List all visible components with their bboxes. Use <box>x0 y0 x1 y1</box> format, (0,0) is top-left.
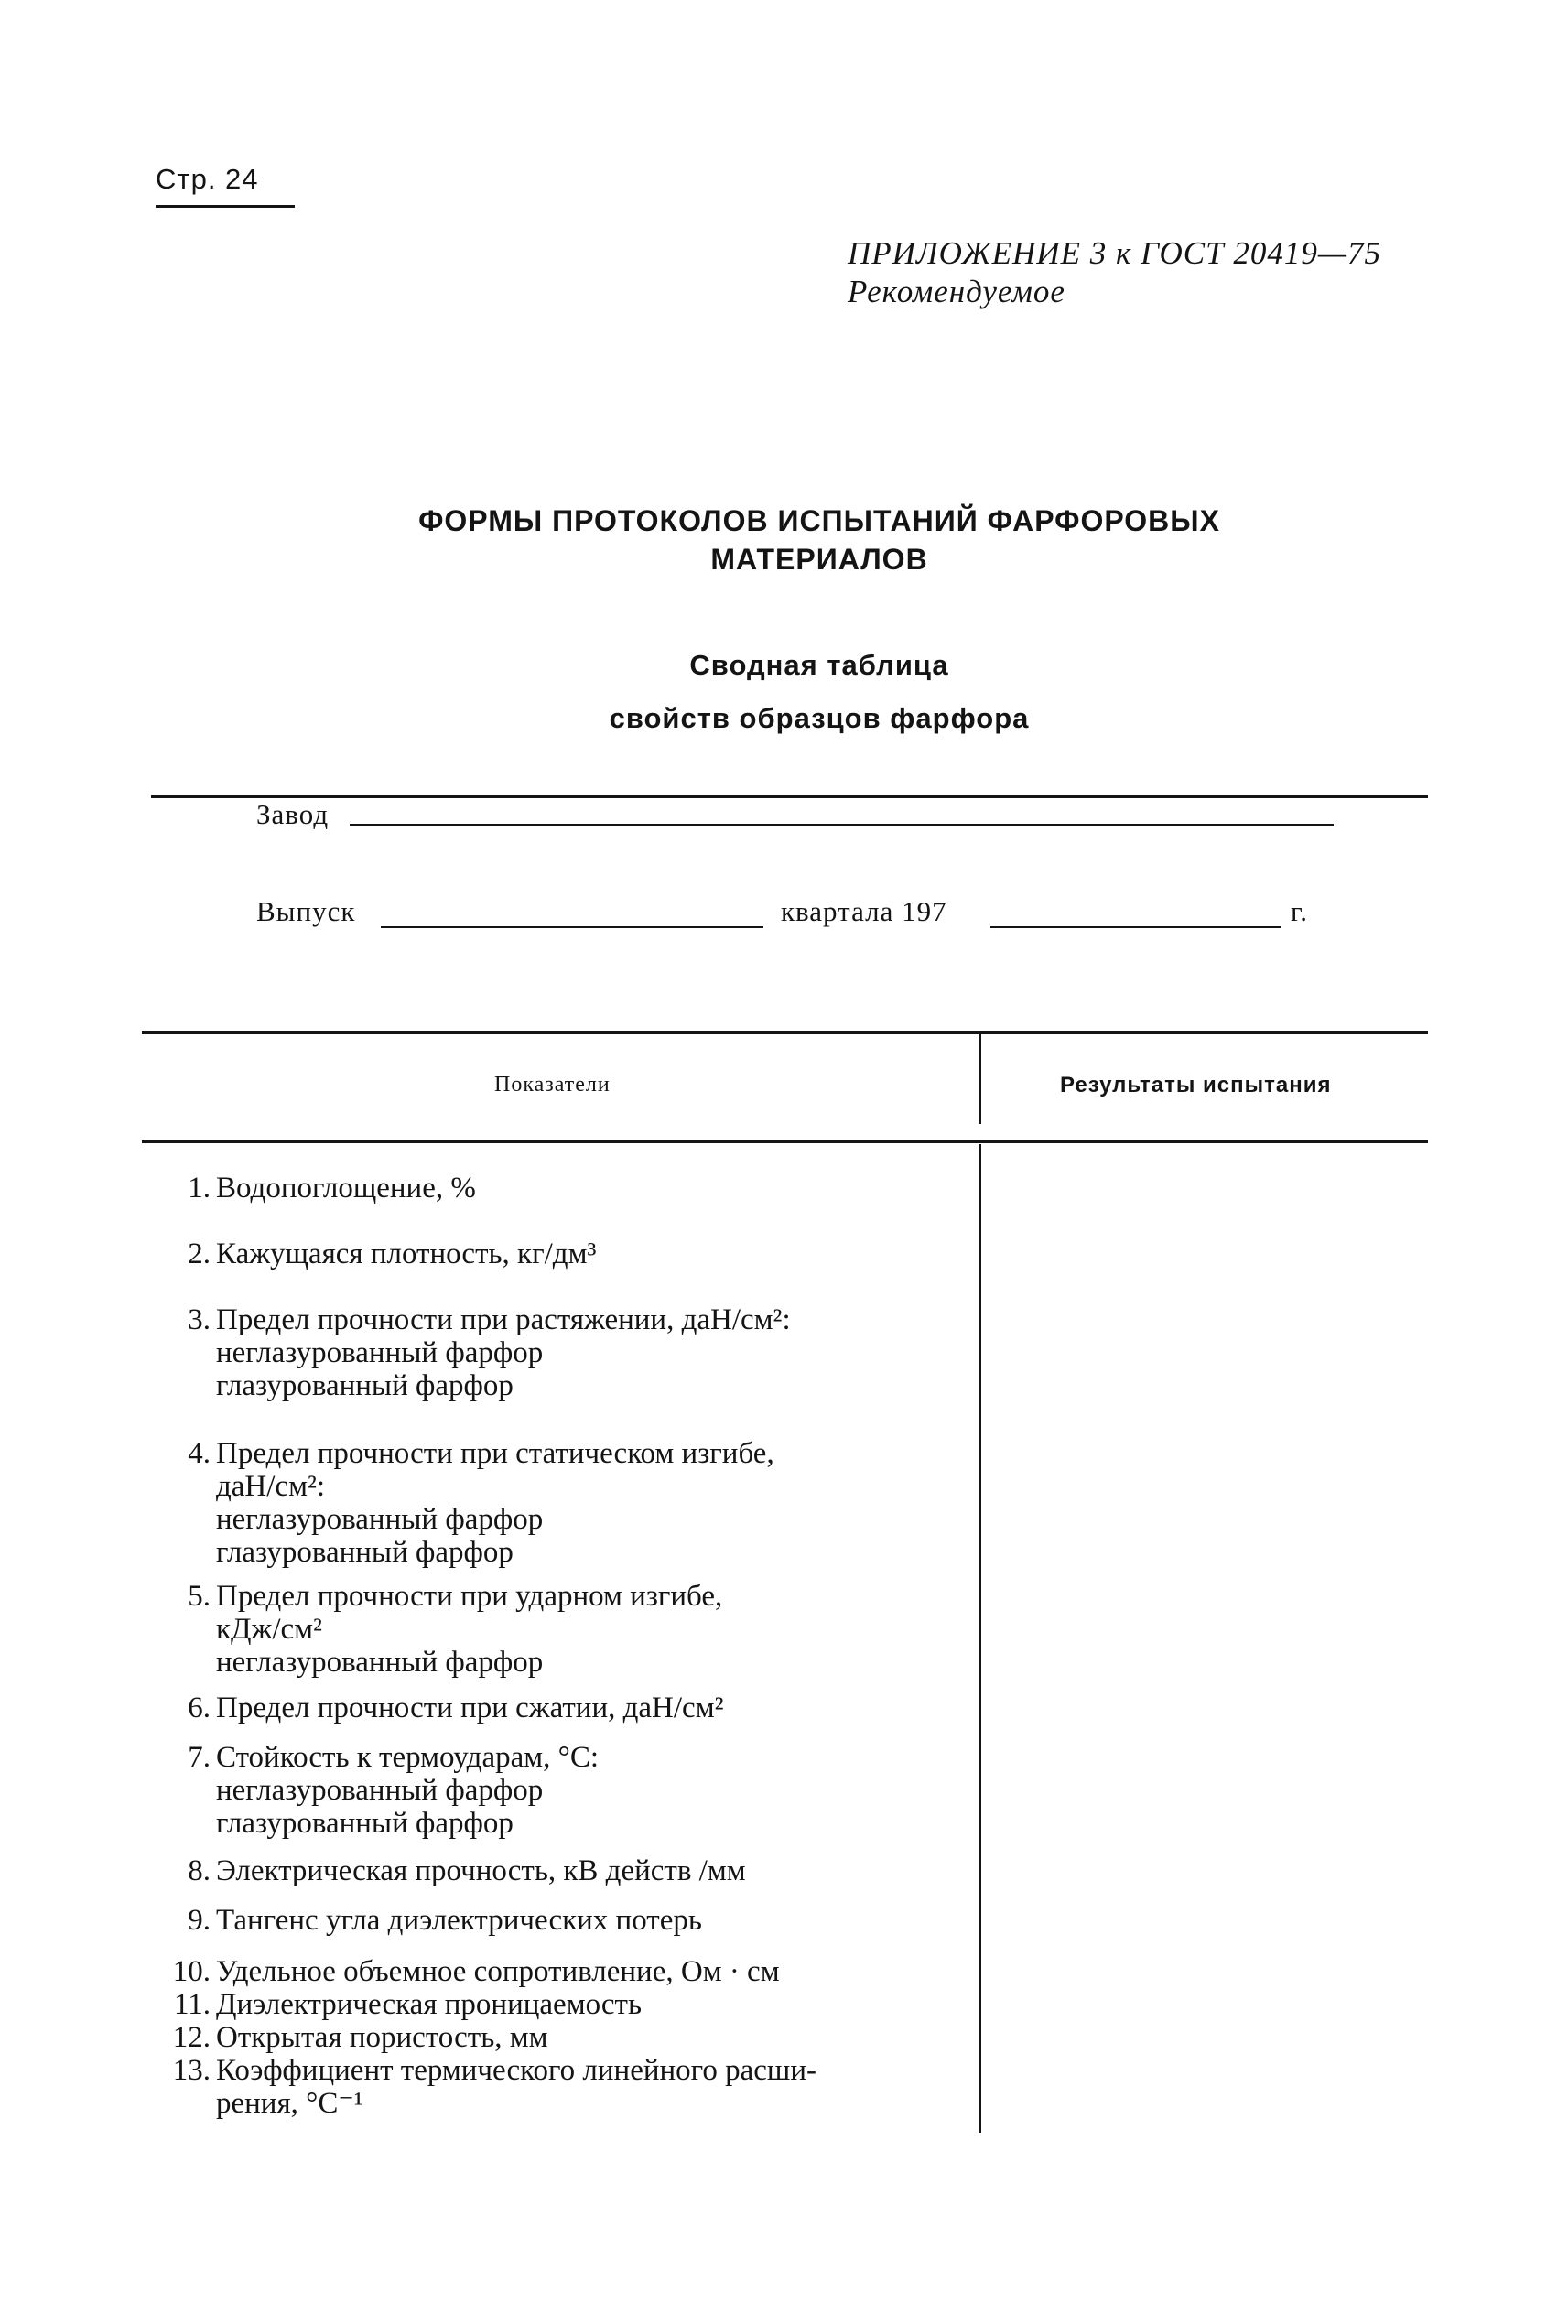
column-header-indicators: Показатели <box>494 1073 611 1097</box>
issue-label: Выпуск <box>256 895 356 927</box>
document-title-line-1: ФОРМЫ ПРОТОКОЛОВ ИСПЫТАНИЙ ФАРФОРОВЫХ <box>418 504 1220 537</box>
form-top-rule <box>151 795 1428 798</box>
issue-field[interactable] <box>381 926 763 928</box>
plant-label: Завод <box>256 798 330 830</box>
table-header-divider <box>979 1032 981 1124</box>
document-title <box>92 502 1547 578</box>
appendix-reference <box>848 234 1381 311</box>
table-column-divider <box>979 1144 981 2133</box>
table-top-rule <box>142 1031 1428 1034</box>
table-header-rule <box>142 1140 1428 1143</box>
document-title-line-2: МАТЕРИАЛОВ <box>710 543 928 576</box>
table-title <box>92 639 1547 745</box>
column-header-results: Результаты испытания <box>1060 1073 1332 1097</box>
table-title-line-1: Сводная таблица <box>689 649 949 681</box>
plant-field[interactable] <box>350 824 1334 826</box>
appendix-line: ПРИЛОЖЕНИЕ 3 к ГОСТ 20419—75 <box>848 235 1381 271</box>
table-title-line-2: свойств образцов фарфора <box>609 702 1030 734</box>
appendix-status: Рекомендуемое <box>848 274 1065 309</box>
year-field[interactable] <box>990 926 1281 928</box>
quarter-label: квартала 197 <box>781 895 947 927</box>
page-number-underline <box>156 205 295 208</box>
year-suffix: г. <box>1291 895 1308 927</box>
page-number: Стр. 24 <box>156 163 259 195</box>
